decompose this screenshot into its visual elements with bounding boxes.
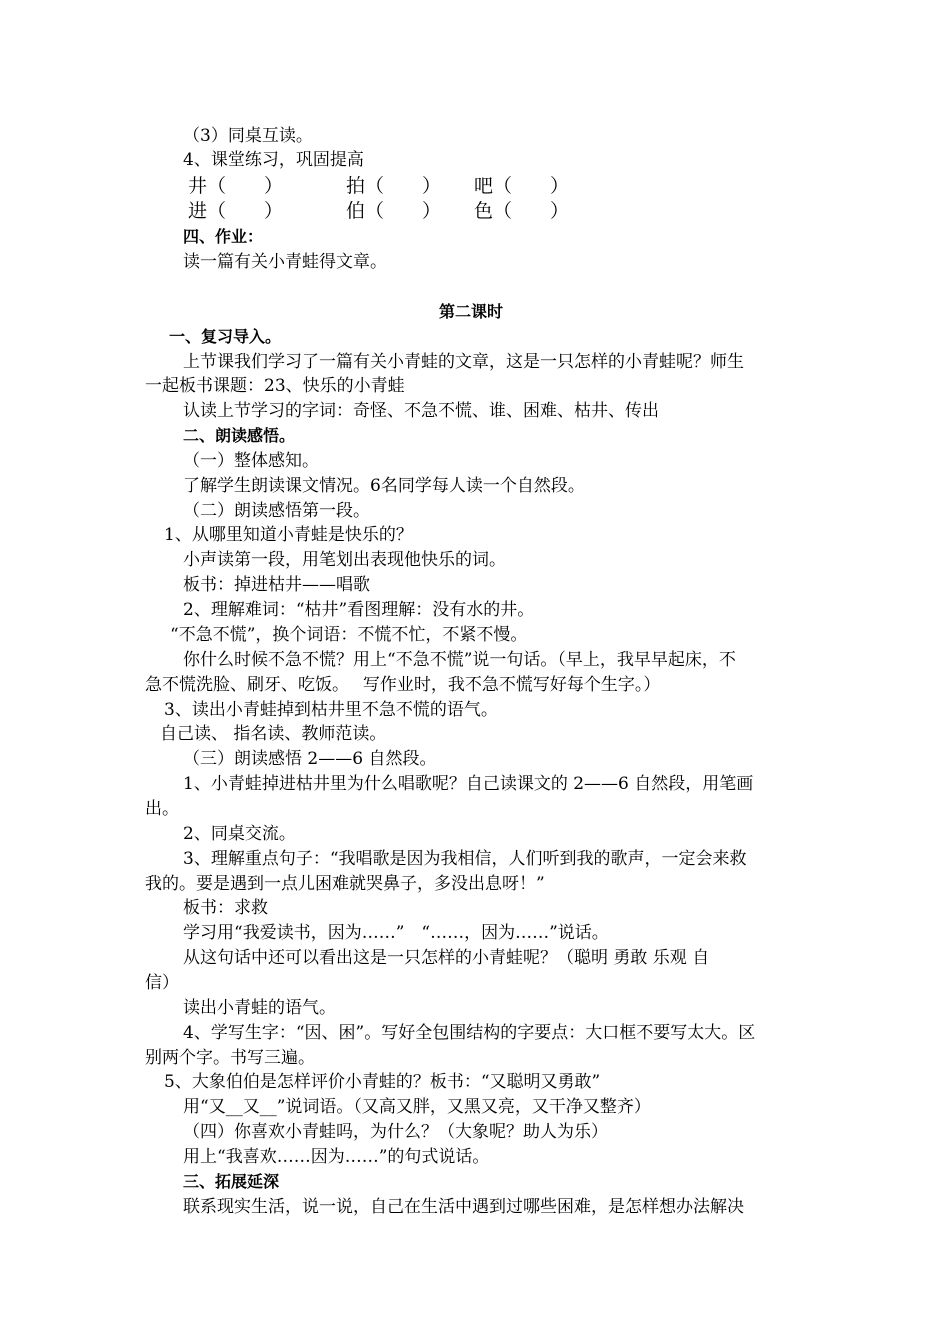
line-peer-reading: （3）同桌互读。 xyxy=(183,126,313,146)
line-class-practice: 4、课堂练习，巩固提高 xyxy=(183,150,364,170)
paragraph-line: 1、从哪里知道小青蛙是快乐的？ xyxy=(164,525,413,545)
exercise-item: 伯（ ） xyxy=(346,200,442,222)
paragraph-line: 别两个字。书写三遍。 xyxy=(145,1048,315,1068)
paragraph-line: 了解学生朗读课文情况。6名同学每人读一个自然段。 xyxy=(183,476,585,496)
paragraph-line: 板书：求救 xyxy=(183,898,268,918)
paragraph-line: 急不慌洗脸、刷牙、吃饭。 写作业时，我不急不慌写好每个生字。） xyxy=(145,675,661,695)
lesson-title: 第二课时 xyxy=(439,302,504,321)
paragraph-line: “不急不慌”，换个词语：不慌不忙，不紧不慢。 xyxy=(170,625,528,645)
paragraph-line: 2、同桌交流。 xyxy=(183,824,296,844)
paragraph-line: （二）朗读感悟第一段。 xyxy=(183,501,370,521)
exercise-item: 井（ ） xyxy=(188,175,284,197)
paragraph-line: 学习用“我爱读书，因为……” “……，因为……”说话。 xyxy=(183,923,609,943)
paragraph-line: 从这句话中还可以看出这是一只怎样的小青蛙呢？（聪明 勇敢 乐观 自 xyxy=(183,948,710,968)
exercise-item: 吧（ ） xyxy=(474,175,570,197)
section-heading-review: 一、复习导入。 xyxy=(169,327,282,346)
paragraph-line: 出。 xyxy=(145,799,179,819)
paragraph-line: （三）朗读感悟 2——6 自然段。 xyxy=(183,749,437,769)
paragraph-line: 1、小青蛙掉进枯井里为什么唱歌呢？自己读课文的 2——6 自然段，用笔画 xyxy=(183,774,754,794)
exercise-row-2 xyxy=(188,199,608,223)
paragraph-line: 信） xyxy=(145,973,179,993)
paragraph-line: 你什么时候不急不慌？用上“不急不慌”说一句话。（早上，我早早起床，不 xyxy=(183,650,736,670)
paragraph-line: 用“又__又__”说词语。（又高又胖，又黑又亮，又干净又整齐） xyxy=(183,1097,651,1117)
paragraph-line: 5、大象伯伯是怎样评价小青蛙的？板书：“又聪明又勇敢” xyxy=(164,1072,601,1092)
paragraph-line: 板书：掉进枯井——唱歌 xyxy=(183,575,370,595)
paragraph-line: 小声读第一段，用笔划出表现他快乐的词。 xyxy=(183,550,506,570)
paragraph-line: 我的。要是遇到一点儿困难就哭鼻子，多没出息呀！” xyxy=(145,874,545,894)
paragraph-line: 上节课我们学习了一篇有关小青蛙的文章，这是一只怎样的小青蛙呢？师生 xyxy=(183,352,744,372)
paragraph-line: 认读上节学习的字词：奇怪、不急不慌、谁、困难、枯井、传出 xyxy=(183,401,659,421)
paragraph-line: 读出小青蛙的语气。 xyxy=(183,998,336,1018)
paragraph-line: 2、理解难词：“枯井”看图理解：没有水的井。 xyxy=(183,600,535,620)
paragraph-line: 3、理解重点句子：“我唱歌是因为我相信，人们听到我的歌声，一定会来救 xyxy=(183,849,747,869)
line-homework: 读一篇有关小青蛙得文章。 xyxy=(183,252,387,272)
exercise-row-1 xyxy=(188,174,608,198)
paragraph-line: 一起板书课题：23、快乐的小青蛙 xyxy=(145,376,405,396)
section-heading-reading: 二、朗读感悟。 xyxy=(183,426,296,445)
paragraph-line: 4、学写生字：“因、困”。写好全包围结构的字要点：大口框不要写太大。区 xyxy=(183,1023,756,1043)
paragraph-line: 用上“我喜欢……因为……”的句式说话。 xyxy=(183,1147,490,1167)
exercise-item: 进（ ） xyxy=(188,200,284,222)
paragraph-line: 联系现实生活，说一说，自己在生活中遇到过哪些困难，是怎样想办法解决 xyxy=(183,1197,744,1217)
section-heading-extension: 三、拓展延深 xyxy=(183,1172,280,1191)
heading-homework: 四、作业： xyxy=(183,227,264,246)
paragraph-line: 3、读出小青蛙掉到枯井里不急不慌的语气。 xyxy=(164,700,498,720)
paragraph-line: 自己读、 指名读、教师范读。 xyxy=(160,724,387,744)
paragraph-line: （一）整体感知。 xyxy=(183,451,319,471)
exercise-item: 色（ ） xyxy=(474,200,570,222)
exercise-item: 拍（ ） xyxy=(346,175,442,197)
paragraph-line: （四）你喜欢小青蛙吗，为什么？（大象呢？助人为乐） xyxy=(183,1122,608,1142)
